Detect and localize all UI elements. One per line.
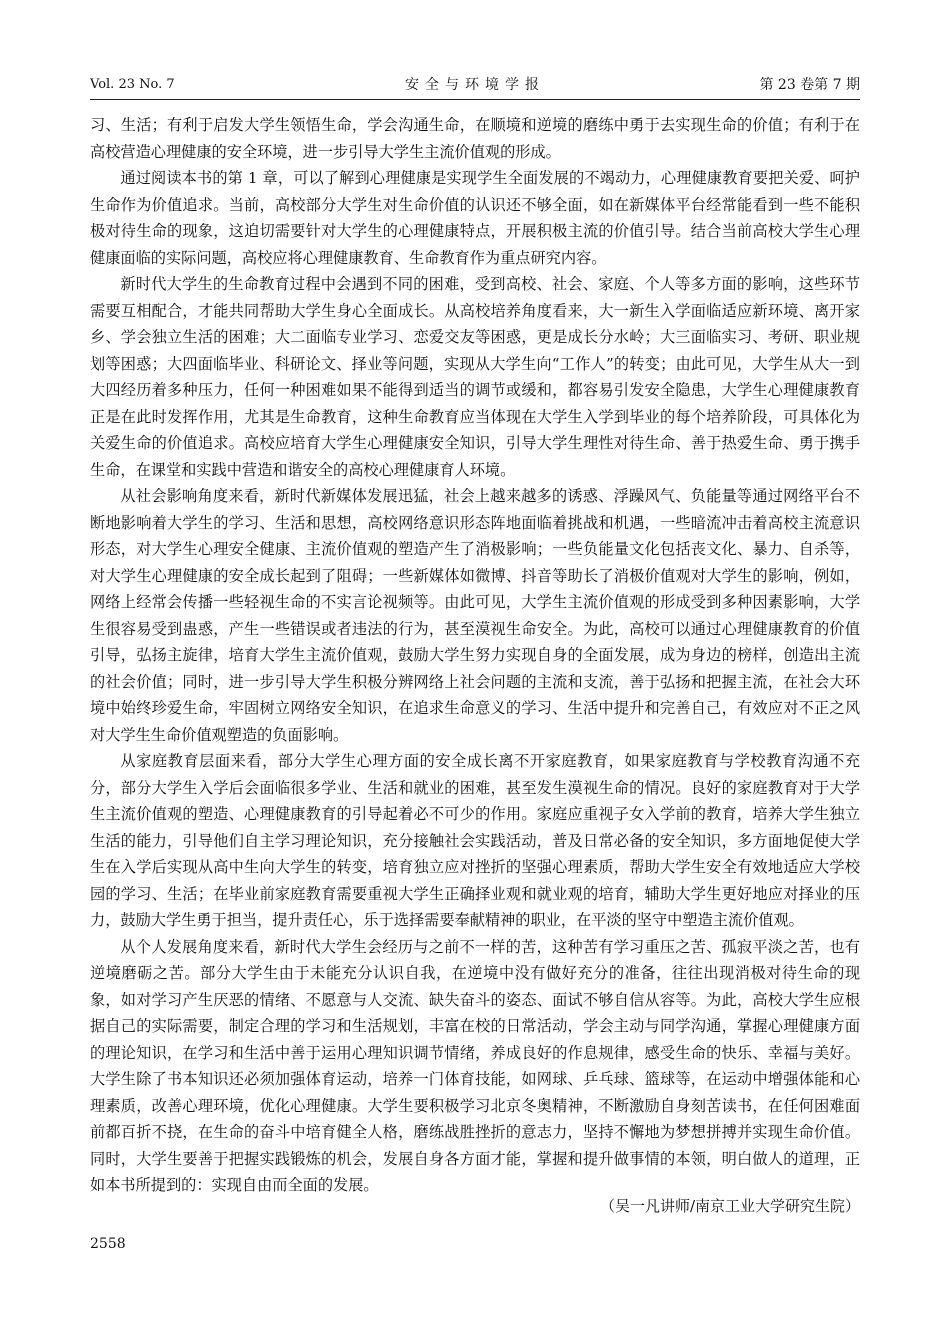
paragraph-personal-perspective: 从个人发展角度来看，新时代大学生会经历与之前不一样的苦，这种苦有学习重压之苦、孤寂平淡之苦，也有逆境磨砺之苦。部分大学生由于未能充分认识自我，在逆境中没有做好充分的准备，往往出现消极对待生命的现象，如对学习产生厌恶的情绪、不愿意与人交流、缺失奋斗的姿态、面试不够自信从容等。为此，高校大学生应根据自己的实际需要，制定合理的学习和生活规划，丰富在校的日常活动，学会主动与同学沟通，掌握心理健康方面的理论知识，在学习和生活中善于运用心理知识调节情绪，养成良好的作息规律，感受生命的快乐、幸福与美好。大学生除了书本知识还必须加强体育运动，培养一门体育技能，如网球、乒乓球、篮球等，在运动中增强体能和心理素质，改善心理环境，优化心理健康。大学生要积极学习北京冬奥精神，不断激励自身刻苦读书，在任何困难面前都百折不挠，在生命的奋斗中培育健全人格，磨练战胜挫折的意志力，坚持不懈地为梦想拼搏并实现生命价值。同时，大学生要善于把握实践锻炼的机会，发展自身各方面才能，掌握和提升做事情的本领，明白做人的道理，正如本书所提到的：实现自由而全面的发展。 <box>90 937 860 1194</box>
paragraph-continuation: 习、生活；有利于启发大学生领悟生命，学会沟通生命，在顺境和逆境的磨练中勇于去实现生命的价值；有利于在高校营造心理健康的安全环境，进一步引导大学生主流价值观的形成。 <box>90 116 860 161</box>
paragraph-chapter-one: 通过阅读本书的第 1 章，可以了解到心理健康是实现学生全面发展的不竭动力，心理健康教育要把关爱、呵护生命作为价值追求。当前，高校部分大学生对生命价值的认识还不够全面，如在新媒体平台经常能看到一些不能积极对待生命的现象，这迫切需要针对大学生的心理健康特点，开展积极主流的价值引导。结合当前高校大学生心理健康面临的实际问题，高校应将心理健康教育、生命教育作为重点研究内容。 <box>90 169 860 267</box>
paragraph-family-perspective: 从家庭教育层面来看，部分大学生心理方面的安全成长离不开家庭教育，如果家庭教育与学校教育沟通不充分，部分大学生入学后会面临很多学业、生活和就业的困难，甚至发生漠视生命的情况。良好的家庭教育对于大学生主流价值观的塑造、心理健康教育的引导起着必不可少的作用。家庭应重视子女入学前的教育，培养大学生独立生活的能力，引导他们自主学习理论知识，充分接触社会实践活动，普及日常必备的安全知识，多方面地促使大学生在入学后实现从高中生向大学生的转变，培育独立应对挫折的坚强心理素质，帮助大学生安全有效地适应大学校园的学习、生活；在毕业前家庭教育需要重视大学生正确择业观和就业观的培育，辅助大学生更好地应对择业的压力，鼓励大学生勇于担当，提升责任心，乐于选择需要奉献精神的职业，在平淡的坚守中塑造主流价值观。 <box>90 752 860 929</box>
header-volume-issue-cn: 第 23 卷第 7 期 <box>759 77 860 93</box>
header-volume-issue-en: Vol. 23 No. 7 <box>90 77 175 92</box>
page-number: 2558 <box>90 1236 126 1252</box>
header-journal-title: 安全与环境学报 <box>405 77 545 93</box>
article-body <box>90 112 860 1199</box>
paragraph-university-perspective: 新时代大学生的生命教育过程中会遇到不同的困难，受到高校、社会、家庭、个人等多方面的影响，这些环节需要互相配合，才能共同帮助大学生身心全面成长。从高校培养角度看来，大一新生入学面临适应新环境、离开家乡、学会独立生活的困难；大二面临专业学习、恋爱交友等困惑，更是成长分水岭；大三面临实习、考研、职业规划等困惑；大四面临毕业、科研论文、择业等问题，实现从大学生向“工作人”的转变；由此可见，大学生从大一到大四经历着多种压力，任何一种困难如果不能得到适当的调节或缓和，都容易引发安全隐患，大学生心理健康教育正是在此时发挥作用，尤其是生命教育，这种生命教育应当体现在大学生入学到毕业的每个培养阶段，可具体化为关爱生命的价值追求。高校应培育大学生心理健康安全知识，引导大学生理性对待生命、善于热爱生命、勇于携手生命，在课堂和实践中营造和谐安全的高校心理健康育人环境。 <box>90 275 860 479</box>
header-divider <box>90 99 860 100</box>
author-signature: （吴一凡讲师/南京工业大学研究生院） <box>599 1197 860 1215</box>
paragraph-social-perspective: 从社会影响角度来看，新时代新媒体发展迅猛，社会上越来越多的诱惑、浮躁风气、负能量等通过网络平台不断地影响着大学生的学习、生活和思想，高校网络意识形态阵地面临着挑战和机遇，一些暗流冲击着高校主流意识形态，对大学生心理安全健康、主流价值观的塑造产生了消极影响；一些负能量文化包括丧文化、暴力、自杀等，对大学生心理健康的安全成长起到了阻碍；一些新媒体如微博、抖音等助长了消极价值观对大学生的影响，例如，网络上经常会传播一些轻视生命的不实言论视频等。由此可见，大学生主流价值观的形成受到多种因素影响，大学生很容易受到蛊惑，产生一些错误或者违法的行为，甚至漠视生命安全。为此，高校可以通过心理健康教育的价值引导，弘扬主旋律，培育大学生主流价值观，鼓励大学生努力实现自身的全面发展，成为身边的榜样，创造出主流的社会价值；同时，进一步引导大学生积极分辨网络上社会问题的主流和支流，善于弘扬和把握主流，在社会大环境中始终珍爱生命，牢固树立网络安全知识，在追求生命意义的学习、生活中提升和完善自己，有效应对不正之风对大学生生命价值观塑造的负面影响。 <box>90 487 860 744</box>
running-header <box>90 74 860 96</box>
